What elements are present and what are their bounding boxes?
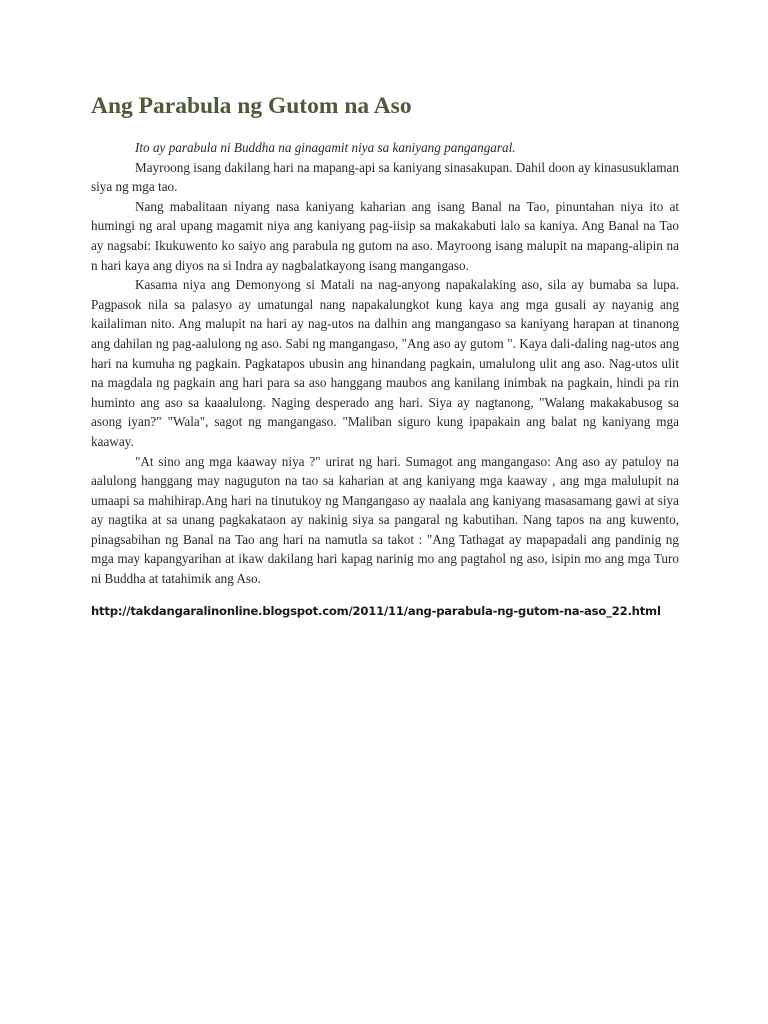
intro-paragraph: Ito ay parabula ni Buddha na ginagamit niya sa kaniyang pangangaral. (135, 140, 516, 155)
body-paragraph-4: "At sino ang mga kaaway niya ?" urirat ng hari. Sumagot ang mangangaso: Ang aso ay patuloy na aalulong hanggang may naguguton na tao sa kaharian at ang kaniyang mga kaaway , ang mga malulupit na umaapi sa mahihirap.Ang hari na tinutukoy ng Mangangaso ay naalala ang kaniyang masasamang gawi at siya ay nagtika at sa unang pagkakataon ay nakinig siya sa pangaral ng kabutihan. Nang tapos na ang kuwento, pinagsabihan ng Banal na Tao ang hari na namutla sa takot : "Ang Tathagat ay mapapadali ang pandinig ng mga may kapangyarihan at ikaw dakilang hari kapag narinig mo ang pagtahol ng aso, isipin mo ang mga Turo ni Buddha at tatahimik ang Aso. (91, 453, 679, 587)
document-body (91, 138, 679, 589)
source-link[interactable]: http://takdangaralinonline.blogspot.com/2011/11/ang-parabula-ng-gutom-na-aso_22.html (91, 603, 661, 618)
body-paragraph-3: Kasama niya ang Demonyong si Matali na nag-anyong napakalaking aso, sila ay bumaba sa lupa. Pagpasok nila sa palasyo ay umatungal nang napakalungkot kung kaya ang mga gusali ay nayanig ang kailaliman nito. Ang malupit na hari ay nag-utos na dalhin ang mangangaso sa kaniyang harapan at tinanong ang dahilan ng pag-aalulong ng aso. Sabi ng mangangaso, "Ang aso ay gutom ". Kaya dali-daling nag-utos ang hari na kumuha ng pagkain. Pagkatapos ubusin ang hinandang pagkain, umalulong ulit ang aso. Nag-utos ulit na magdala ng pagkain ang hari para sa aso hanggang maubos ang kanilang inimbak na pagkain, hindi pa rin huminto ang aso sa kaaalulong. Naging desperado ang hari. Siya ay nagtanong, "Walang makakabusog sa asong iyan?" "Wala", sagot ng mangangaso. "Maliban siguro kung ipapakain ang balat ng kaniyang mga kaaway. (91, 277, 679, 449)
body-paragraph-2: Nang mabalitaan niyang nasa kaniyang kaharian ang isang Banal na Tao, pinuntahan niya ito at humingi ng aral upang magamit niya ang kaniyang pag-iisip sa makakabuti lalo sa kaniya. Ang Banal na Tao ay nagsabi: Ikukuwento ko saiyo ang parabula ng gutom na aso. Mayroong isang malupit na mapang-alipin na n hari kaya ang diyos na si Indra ay nagbalatkayong isang mangangaso. (91, 198, 679, 273)
body-paragraph-1: Mayroong isang dakilang hari na mapang-api sa kaniyang sinasakupan. Dahil doon ay kinasusuklaman siya ng mga tao. (91, 159, 679, 195)
document-title: Ang Parabula ng Gutom na Aso (91, 93, 412, 119)
document-page (91, 92, 679, 618)
